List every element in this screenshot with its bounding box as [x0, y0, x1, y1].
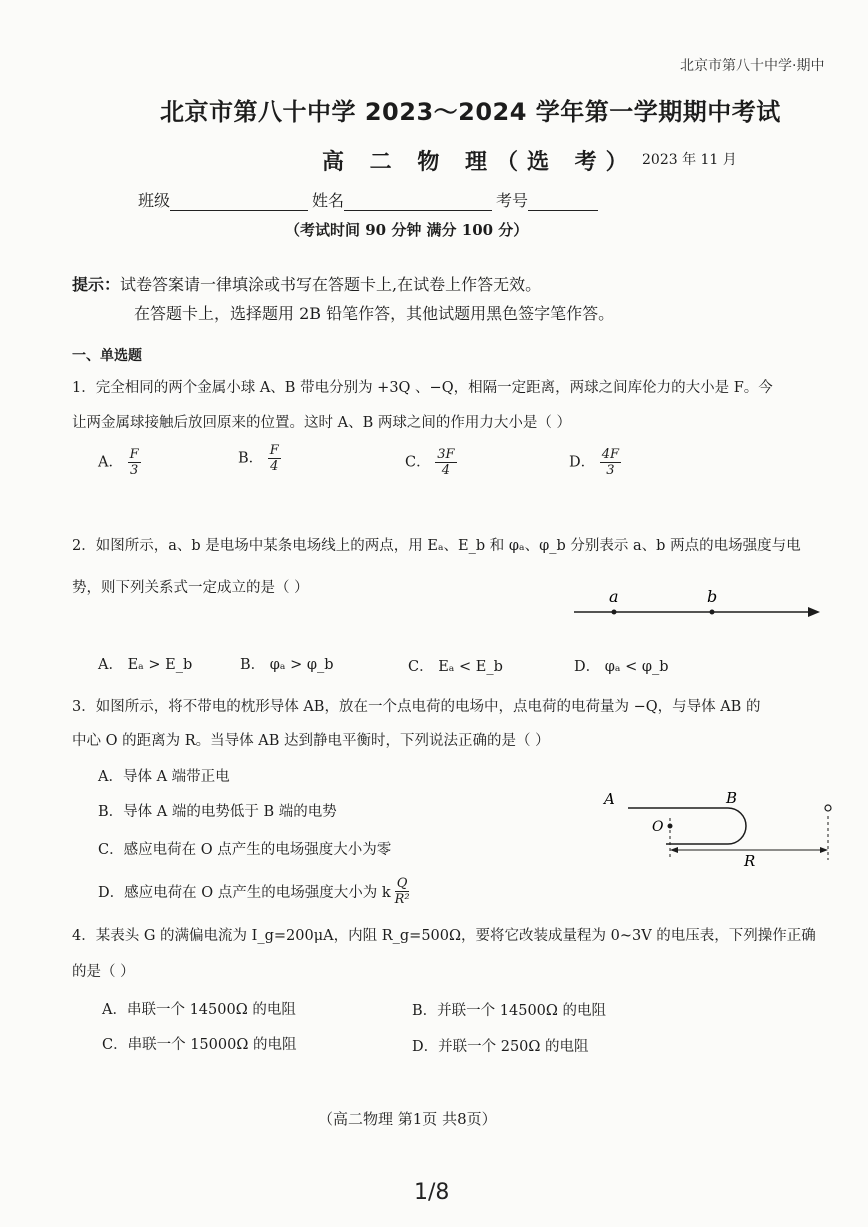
q3-option-d-text: D．感应电荷在 O 点产生的电场强度大小为 k [98, 885, 391, 901]
q1-option-c [405, 447, 457, 478]
class-field[interactable] [170, 192, 308, 211]
q3-conductor-figure [598, 784, 848, 870]
name-label: 姓名 [312, 191, 345, 210]
tip-label: 提示： [72, 275, 121, 294]
q1-option-d-fraction: $\frac{4F}{3}$ [601, 447, 620, 478]
q3-option-c: C．感应电荷在 O 点产生的电场强度大小为零 [98, 842, 392, 858]
point-a-dot [612, 610, 617, 615]
q2-option-b: B． φₐ > φ_b [240, 657, 334, 673]
q3-option-d [98, 876, 412, 907]
tip-text-1: 试卷答案请一律填涂或书写在答题卡上,在试卷上作答无效。 [120, 275, 542, 294]
exam-title: 北京市第八十中学 2023～2024 学年第一学期期中考试 [160, 98, 781, 126]
q3-option-a: A．导体 A 端带正电 [98, 769, 230, 785]
q4-option-d: D．并联一个 250Ω 的电阻 [412, 1039, 589, 1055]
page-footer: （高二物理 第1页 共8页） [318, 1110, 497, 1128]
q1-option-b [238, 443, 281, 474]
q1-option-b-fraction: $\frac{F}{4}$ [269, 443, 279, 474]
number-label: 考号 [496, 191, 529, 210]
q4-option-a: A．串联一个 14500Ω 的电阻 [102, 1002, 296, 1018]
point-b-dot [710, 610, 715, 615]
q2-line-1: 2．如图所示，a、b 是电场中某条电场线上的两点，用 Eₐ、E_b 和 φₐ、φ_b 分别表示 a、b 两点的电场强度与电 [72, 538, 801, 554]
q4-option-b: B．并联一个 14500Ω 的电阻 [412, 1003, 607, 1019]
page-number: 1/8 [414, 1180, 450, 1205]
q3-option-b: B．导体 A 端的电势低于 B 端的电势 [98, 804, 337, 820]
name-field[interactable] [344, 192, 492, 211]
student-info-row [138, 188, 598, 211]
q1-line-2: 让两金属球接触后放回原来的位置。这时 A、B 两球之间的作用力大小是（ ） [72, 415, 571, 431]
end-a-label: A [604, 790, 615, 808]
q1-option-c-label: C． [405, 454, 431, 471]
q1-option-a-fraction: $\frac{F}{3}$ [129, 447, 139, 478]
section-heading: 一、单选题 [72, 348, 142, 364]
class-label: 班级 [138, 191, 171, 210]
q1-line-1: 1．完全相同的两个金属小球 A、B 带电分别为 +3Q 、−Q，相隔一定距离，两球之间库伦力的大小是 F。今 [72, 380, 773, 396]
q1-option-d [569, 447, 621, 478]
q4-line-1: 4．某表头 G 的满偏电流为 I_g=200μA，内阻 R_g=500Ω，要将它改装成量程为 0~3V 的电压表，下列操作正确 [72, 928, 816, 944]
exam-subtitle: 高 二 物 理（选 考） [322, 150, 637, 175]
q2-line-2: 势，则下列关系式一定成立的是（ ） [72, 580, 309, 596]
end-b-label: B [726, 789, 738, 807]
exam-note: （考试时间 90 分钟 满分 100 分） [285, 221, 529, 239]
distance-r-label: R [744, 852, 756, 870]
q3-option-d-fraction: $\frac{Q}{\text{R²}}$ [394, 876, 410, 907]
corner-tag: 北京市第八十中学·期中 [680, 58, 825, 74]
q3-line-1: 3．如图所示，将不带电的枕形导体 AB，放在一个点电荷的电场中，点电荷的电荷量为 −Q，与导体 AB 的 [72, 699, 761, 715]
q2-option-d: D． φₐ < φ_b [574, 659, 669, 675]
q2-option-a: A． Eₐ > E_b [98, 657, 193, 673]
point-b-label: b [707, 587, 718, 606]
number-field[interactable] [528, 192, 598, 211]
q4-option-c: C．串联一个 15000Ω 的电阻 [102, 1037, 297, 1053]
q3-line-2: 中心 O 的距离为 R。当导体 AB 达到静电平衡时，下列说法正确的是（ ） [72, 733, 550, 749]
tip-line-1 [72, 272, 541, 295]
center-o-label: O [652, 819, 664, 835]
q1-option-d-label: D． [569, 454, 596, 471]
q2-field-line-figure [568, 586, 828, 626]
tip-line-2: 在答题卡上，选择题用 2B 铅笔作答，其他试题用黑色签字笔作答。 [134, 304, 615, 323]
point-charge-icon [825, 805, 831, 811]
q1-option-a-label: A． [98, 454, 123, 471]
q4-line-2: 的是（ ） [72, 964, 135, 980]
q2-option-c: C． Eₐ < E_b [408, 659, 503, 675]
q1-option-a [98, 447, 141, 478]
q1-option-c-fraction: $\frac{3F}{4}$ [437, 447, 455, 478]
q1-option-b-label: B． [238, 450, 264, 467]
exam-date: 2023 年 11 月 [642, 152, 737, 168]
point-a-label: a [609, 587, 619, 606]
